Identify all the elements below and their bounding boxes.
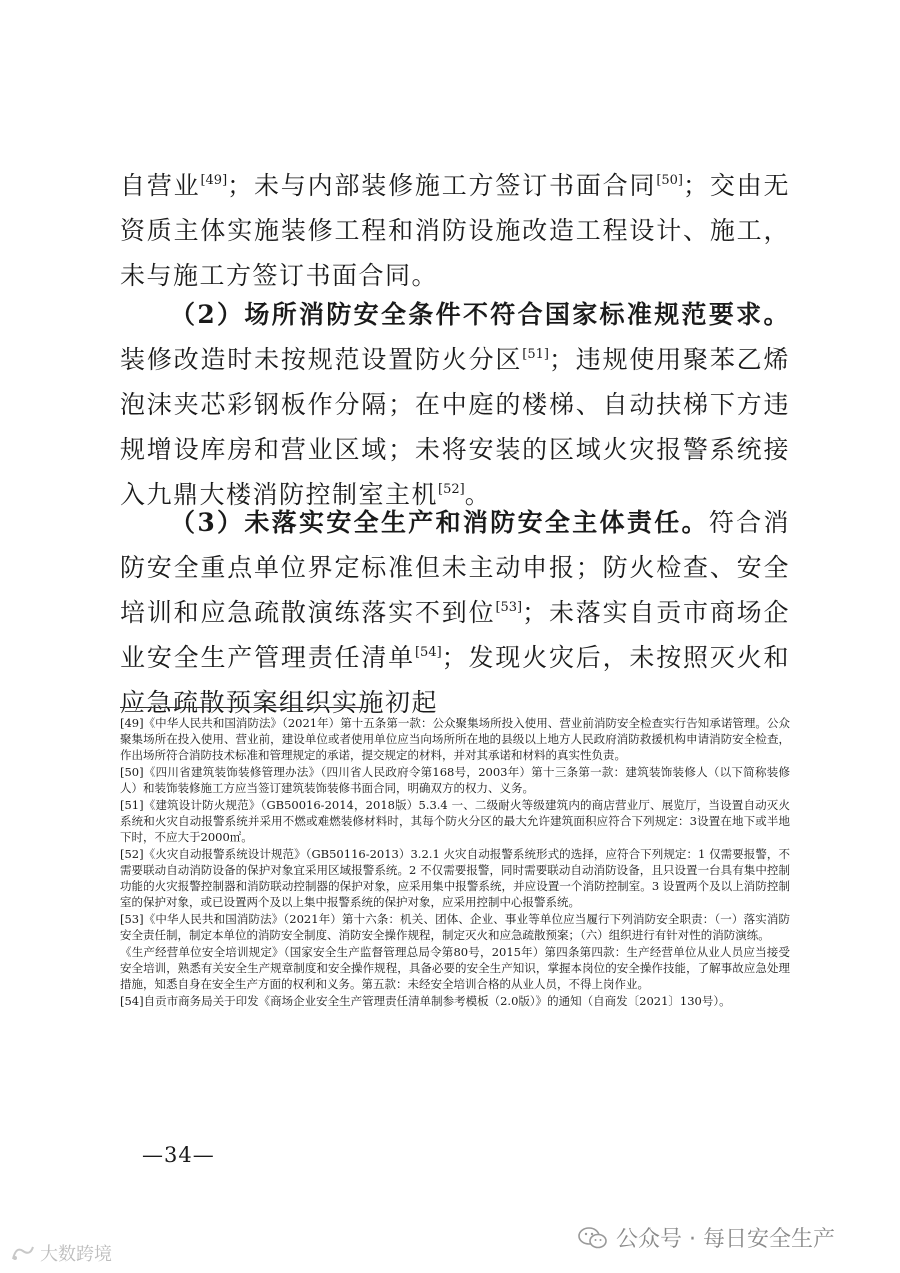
footnote-ref-54[interactable]: [54] [414,645,442,660]
paragraph-text: 自营业 [120,171,201,200]
footnote-52: [52]《火灾自动报警系统设计规范》（GB50116-2013）3.2.1 火灾自动报警系统形式的选择，应符合下列规定：1 仅需要报警，不需要联动自动消防设备的保护对象宜采用区域报警系统。2 不仅需要报警，同时需要联动自动消防设备，且只设置一台具有集中控制功能的火灾报警控制器和消防联动控制器的保护对象，应采用集中报警系统，并应设置一个消防控制室。3 设置两个及以上消防控制室的保护对象，或已设置两个及以上集中报警系统的保护对象，应采用控制中心报警系统。 [120,847,790,909]
paragraph-2 [120,292,790,517]
paragraph-text: 装修改造时未按规范设置防火分区 [120,345,523,374]
paragraph-text: ；未落实自贡市商场企业安全生产管理责任清单 [120,598,790,672]
footnote-ref-51[interactable]: [51] [522,347,549,362]
wechat-watermark [578,1222,835,1253]
paragraph-text: ；交由无资质主体实施装修工程和消防设施改造工程设计、施工，未与施工方签订书面合同。 [120,171,790,290]
brand-logo-icon [10,1243,36,1263]
footnote-divider [120,707,368,708]
paragraph-text: ；发现火灾后，未按照灭火和应急疏散预案组织实施初起 [120,643,790,717]
paragraph-text: ；违规使用聚苯乙烯泡沫夹芯彩钢板作分隔；在中庭的楼梯、自动扶梯下方违规增设库房和营业区域；未将安装的区域火灾报警系统接入九鼎大楼消防控制室主机 [120,345,790,509]
footnotes-section [120,715,790,1010]
footnote-54: [54]自贡市商务局关于印发《商场企业安全生产管理责任清单制参考模板（2.0版）》的通知（自商发〔2021〕130号）。 [120,994,731,1008]
paragraph-1 [120,163,790,298]
paragraph-text: 符合消防安全重点单位界定标准但未主动申报；防火检查、安全培训和应急疏散演练落实不到位 [120,508,790,627]
paragraph-text: ；未与内部装修施工方签订书面合同 [227,171,657,200]
wechat-icon [578,1226,608,1250]
paragraph-text: 。 [464,480,492,509]
paragraph-3 [120,500,790,725]
footnote-ref-52[interactable]: [52] [438,482,465,497]
footnote-ref-49[interactable]: [49] [200,173,228,188]
footnote-49: [49]《中华人民共和国消防法》（2021年）第十五条第一款：公众聚集场所投入使用、营业前消防安全检查实行告知承诺管理。公众聚集场所在投入使用、营业前，建设单位或者使用单位应当向场所所在地的县级以上地方人民政府消防救援机构申请消防安全检查，作出场所符合消防技术标准和管理规定的承诺，提交规定的材料，并对其承诺和材料的真实性负责。 [120,716,790,762]
page-number: —34— [142,1143,215,1167]
footnote-53: [53]《中华人民共和国消防法》（2021年）第十六条：机关、团体、企业、事业等单位应当履行下列消防安全职责：（一）落实消防安全责任制，制定本单位的消防安全制度、消防安全操作规程，制定灭火和应急疏散预案；（六）组织进行有针对性的消防演练。 [120,912,790,942]
brand-watermark [10,1240,112,1266]
footnote-53-continued: 《生产经营单位安全培训规定》（国家安全生产监督管理总局令第80号，2015年）第四条第四款：生产经营单位从业人员应当接受安全培训，熟悉有关安全生产规章制度和安全操作规程，具备必要的安全生产知识，掌握本岗位的安全操作技能，了解事故应急处理措施，知悉自身在安全生产方面的权利和义务。第五款：未经安全培训合格的从业人员，不得上岗作业。 [120,945,790,991]
footnote-ref-50[interactable]: [50] [656,173,683,188]
brand-text: 大数跨境 [40,1244,112,1265]
footnote-ref-53[interactable]: [53] [495,600,523,615]
footnote-51: [51]《建筑设计防火规范》（GB50016-2014，2018版）5.3.4 一、二级耐火等级建筑内的商店营业厅、展览厅，当设置自动灭火系统和火灾自动报警系统并采用不燃或难燃装修材料时，其每个防火分区的最大允许建筑面积应符合下列规定：3设置在地下或半地下时，不应大于2000㎡。 [120,798,790,844]
watermark-text: 公众号 · 每日安全生产 [616,1227,835,1252]
section-heading-2: （2）场所消防安全条件不符合国家标准规范要求。 [170,300,790,329]
section-heading-3: （3）未落实安全生产和消防安全主体责任。 [170,508,709,537]
footnote-50: [50]《四川省建筑装饰装修管理办法》（四川省人民政府令第168号，2003年）第十三条第一款：建筑装饰装修人（以下简称装修人）和装饰装修施工方应当签订建筑装饰装修书面合同，明确双方的权力、义务。 [120,765,790,795]
